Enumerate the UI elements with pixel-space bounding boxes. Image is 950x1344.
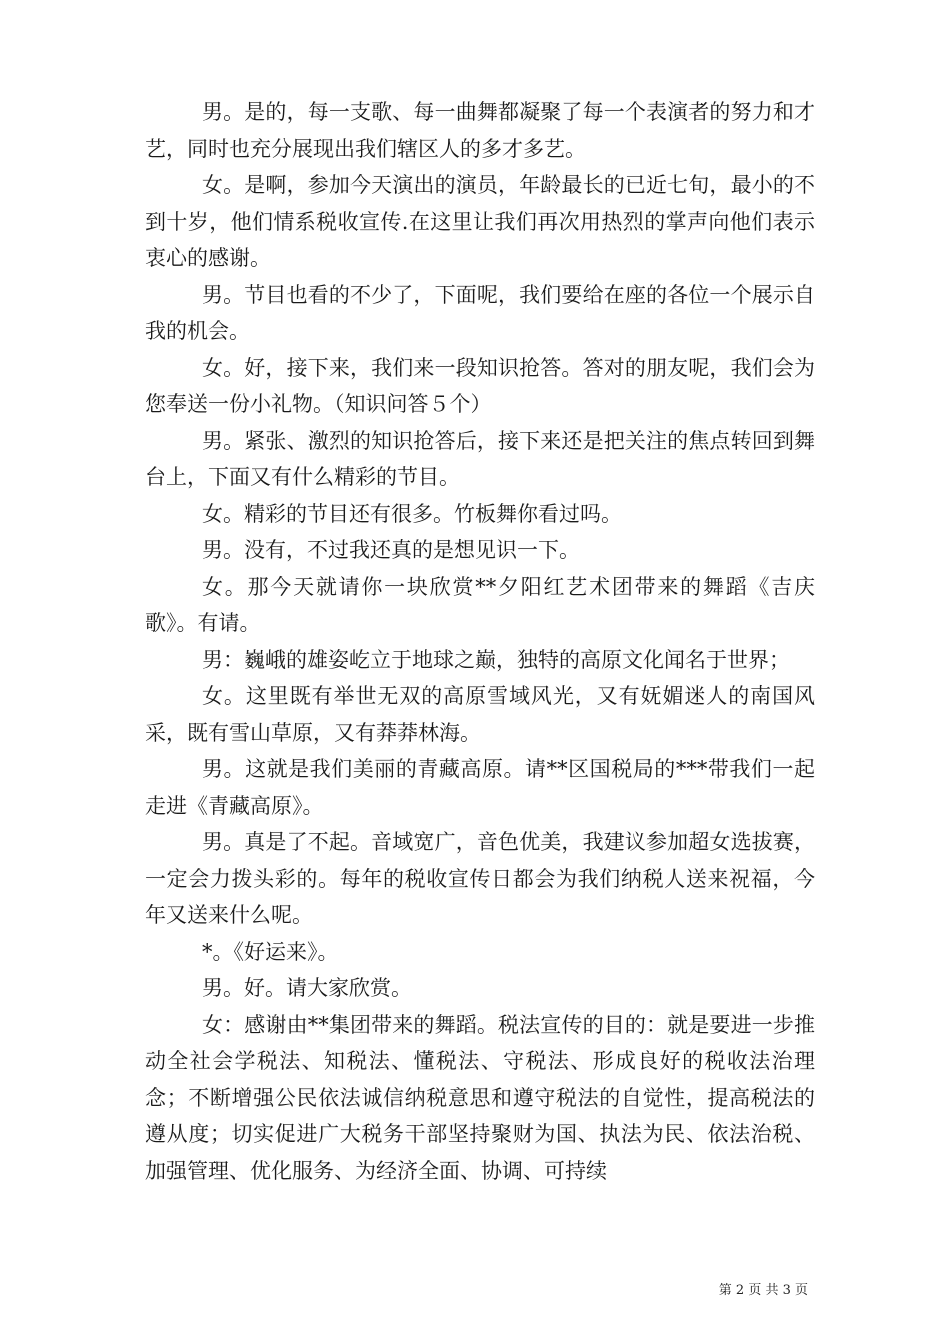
paragraph: 男。是的，每一支歌、每一曲舞都凝聚了每一个表演者的努力和才艺，同时也充分展现出我们辖区人的多才多艺。 bbox=[145, 100, 815, 161]
paragraph: 男。节目也看的不少了，下面呢，我们要给在座的各位一个展示自我的机会。 bbox=[145, 282, 815, 343]
paragraph: 男：巍峨的雄姿屹立于地球之巅，独特的高原文化闻名于世界； bbox=[202, 647, 790, 672]
paragraph: 女。精彩的节目还有很多。竹板舞你看过吗。 bbox=[202, 501, 622, 526]
paragraph: 女。是啊，参加今天演出的演员，年龄最长的已近七旬，最小的不到十岁，他们情系税收宣传.在这里让我们再次用热烈的掌声向他们表示衷心的感谢。 bbox=[145, 173, 815, 270]
paragraph: 女。那今天就请你一块欣赏**夕阳红艺术团带来的舞蹈《吉庆歌》。有请。 bbox=[145, 574, 815, 635]
paragraph: 女。好，接下来，我们来一段知识抢答。答对的朋友呢，我们会为您奉送一份小礼物。（知识问答５个） bbox=[145, 355, 815, 416]
paragraph: 女。这里既有举世无双的高原雪域风光，又有妩媚迷人的南国风采，既有雪山草原，又有莽莽林海。 bbox=[145, 684, 815, 745]
paragraph: 男。好。请大家欣赏。 bbox=[202, 976, 412, 1000]
page-number-footer: 第 2 页 共 3 页 bbox=[718, 1283, 808, 1298]
paragraph: 女：感谢由**集团带来的舞蹈。税法宣传的目的：就是要进一步推动全社会学税法、知税法、懂税法、守税法、形成良好的税收法治理念；不断增强公民依法诚信纳税意思和遵守税法的自觉性，提高税法的遵从度；切实促进广大税务干部坚持聚财为国、执法为民、依法治税、加强管理、优化服务、为经济全面、协调、可持续 bbox=[145, 1012, 815, 1183]
paragraph: 男。没有，不过我还真的是想见识一下。 bbox=[202, 538, 580, 562]
paragraph: 男。这就是我们美丽的青藏高原。请**区国税局的***带我们一起走进《青藏高原》。 bbox=[145, 757, 815, 818]
paragraph: 男。紧张、激烈的知识抢答后，接下来还是把关注的焦点转回到舞台上，下面又有什么精彩的节目。 bbox=[145, 428, 815, 489]
paragraph: 男。真是了不起。音域宽广，音色优美，我建议参加超女选拔赛，一定会力拨头彩的。每年的税收宣传日都会为我们纳税人送来祝福，今年又送来什么呢。 bbox=[145, 830, 815, 927]
paragraph: *。《好运来》。 bbox=[202, 939, 339, 964]
document-body bbox=[145, 94, 815, 1189]
